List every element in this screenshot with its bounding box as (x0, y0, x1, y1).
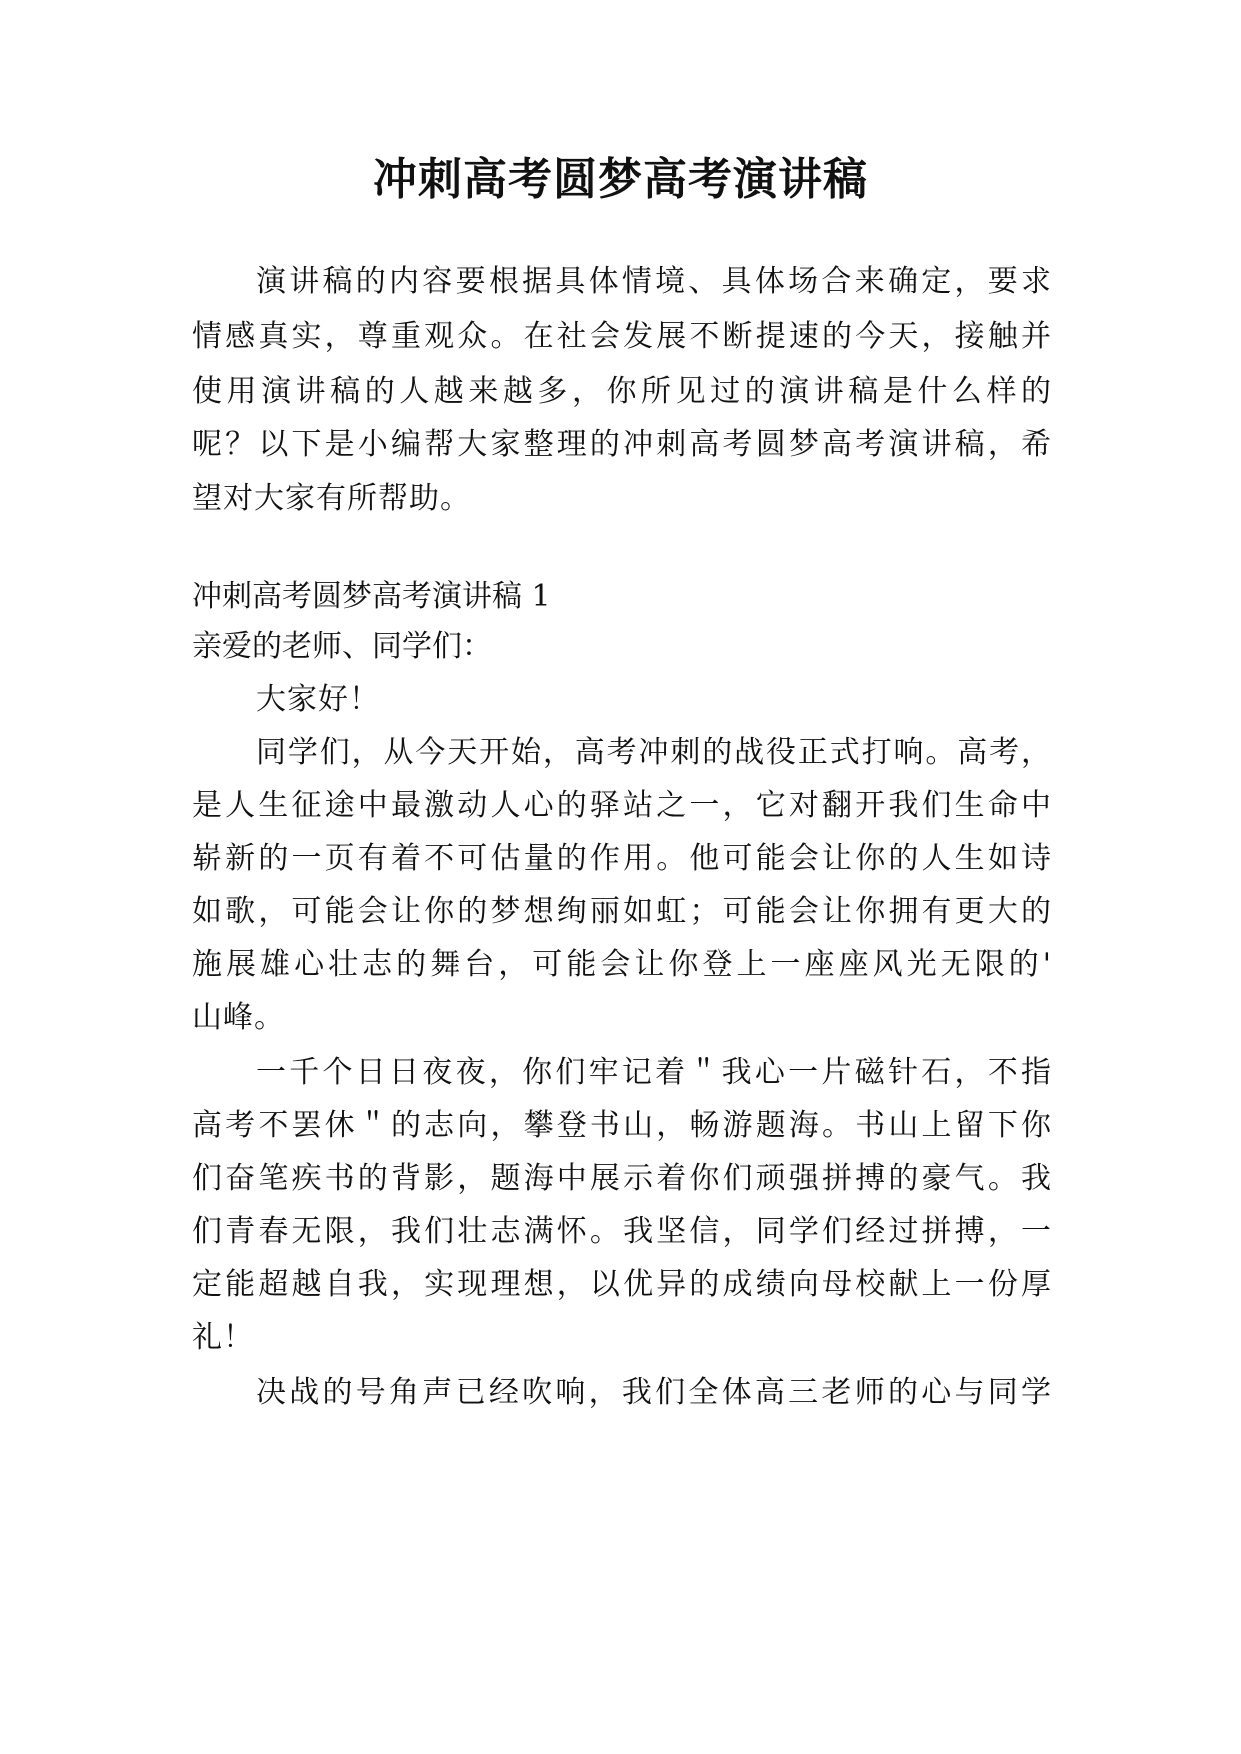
intro-line-1: 演讲稿的内容要根据具体情境、具体场合来确定，要求 (256, 264, 1052, 299)
paragraph1-line-2: 是人生征途中最激动人心的驿站之一，它对翻开我们生命中 (192, 788, 1052, 823)
paragraph1-line-5: 施展雄心壮志的舞台，可能会让你登上一座座风光无限的' (192, 947, 1052, 982)
paragraph1-line-1: 同学们，从今天开始，高考冲刺的战役正式打响。高考， (256, 735, 1052, 770)
paragraph3-line-1: 决战的号角声已经吹响，我们全体高三老师的心与同学 (256, 1375, 1052, 1410)
paragraph2-line-1: 一千个日日夜夜，你们牢记着＂我心一片磁针石，不指 (256, 1055, 1052, 1090)
document-title: 冲刺高考圆梦高考演讲稿 (373, 154, 868, 205)
intro-line-4: 呢？以下是小编帮大家整理的冲刺高考圆梦高考演讲稿，希 (192, 427, 1052, 462)
paragraph2-line-4: 们青春无限，我们壮志满怀。我坚信，同学们经过拼搏，一 (192, 1214, 1052, 1249)
paragraph2-line-2: 高考不罢休＂的志向，攀登书山，畅游题海。书山上留下你 (192, 1108, 1052, 1143)
intro-line-3: 使用演讲稿的人越来越多，你所见过的演讲稿是什么样的 (192, 374, 1052, 409)
greeting: 大家好！ (256, 682, 380, 717)
paragraph1-line-3: 崭新的一页有着不可估量的作用。他可能会让你的人生如诗 (192, 841, 1052, 876)
salutation: 亲爱的老师、同学们： (192, 629, 492, 664)
paragraph1-line-6: 山峰。 (192, 1000, 285, 1035)
section-heading: 冲刺高考圆梦高考演讲稿 1 (192, 579, 551, 614)
paragraph1-line-4: 如歌，可能会让你的梦想绚丽如虹；可能会让你拥有更大的 (192, 894, 1052, 929)
intro-line-2: 情感真实，尊重观众。在社会发展不断提速的今天，接触并 (192, 319, 1052, 354)
intro-line-5: 望对大家有所帮助。 (192, 481, 471, 516)
paragraph2-line-3: 们奋笔疾书的背影，题海中展示着你们顽强拼搏的豪气。我 (192, 1161, 1052, 1196)
paragraph2-line-5: 定能超越自我，实现理想，以优异的成绩向母校献上一份厚 (192, 1267, 1052, 1302)
paragraph2-line-6: 礼！ (192, 1320, 254, 1355)
